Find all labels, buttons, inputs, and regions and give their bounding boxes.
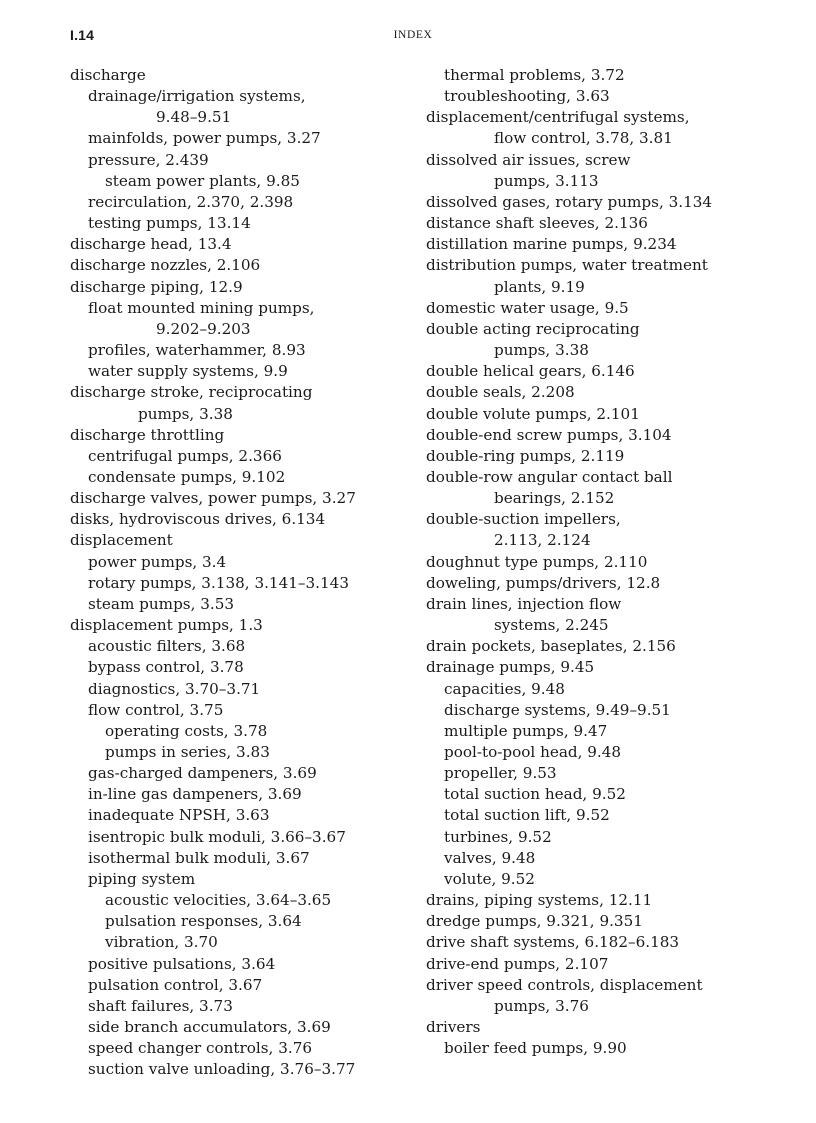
index-entry xyxy=(426,467,786,509)
index-entry-text: discharge head, 13.4 xyxy=(70,235,232,254)
index-subentry xyxy=(70,171,415,192)
index-entry-text: pressure, 2.439 xyxy=(88,150,209,169)
index-subentry xyxy=(70,1038,415,1059)
index-entry-text: centrifugal pumps, 2.366 xyxy=(88,446,282,465)
index-entry-text: valves, 9.48 xyxy=(444,848,536,867)
index-entry-text: acoustic filters, 3.68 xyxy=(88,637,246,656)
index-subentry xyxy=(70,657,415,678)
index-entry xyxy=(426,213,786,234)
index-subentry xyxy=(426,1038,786,1059)
index-entry xyxy=(426,573,786,594)
index-entry xyxy=(426,298,786,319)
index-entry-continuation: 9.48–9.51 xyxy=(156,108,232,127)
index-entry xyxy=(426,404,786,425)
index-entry-text: water supply systems, 9.9 xyxy=(88,362,288,381)
index-entry-text: displacement/centrifugal systems, xyxy=(426,108,690,127)
index-entry-continuation: pumps, 3.76 xyxy=(494,996,589,1015)
index-entry xyxy=(426,552,786,573)
index-entry xyxy=(70,509,415,530)
index-subentry xyxy=(70,594,415,615)
index-column-left xyxy=(70,65,415,1081)
index-subentry xyxy=(70,827,415,848)
index-entry-continuation: pumps, 3.113 xyxy=(494,171,599,190)
index-entry-text: capacities, 9.48 xyxy=(444,679,565,698)
index-subentry xyxy=(70,86,415,128)
index-entry-text: pumps in series, 3.83 xyxy=(105,743,270,761)
index-entry-text: bypass control, 3.78 xyxy=(88,658,244,677)
index-entry xyxy=(70,615,415,636)
index-entry xyxy=(426,954,786,975)
index-subentry xyxy=(70,700,415,721)
index-entry-text: drivers xyxy=(426,1018,481,1037)
index-entry xyxy=(70,277,415,298)
index-subentry xyxy=(426,827,786,848)
index-entry-continuation: pumps, 3.38 xyxy=(494,341,589,360)
index-entry-text: total suction head, 9.52 xyxy=(444,785,626,804)
index-subentry xyxy=(70,636,415,657)
index-entry-text: positive pulsations, 3.64 xyxy=(88,954,276,973)
index-entry-text: discharge throttling xyxy=(70,425,225,444)
index-entry-text: dredge pumps, 9.321, 9.351 xyxy=(426,912,643,931)
index-entry-text: drain pockets, baseplates, 2.156 xyxy=(426,637,676,656)
index-entry-continuation: 2.113, 2.124 xyxy=(494,531,591,550)
index-subentry xyxy=(70,213,415,234)
index-subentry xyxy=(426,65,786,86)
index-subentry xyxy=(70,975,415,996)
index-entry-text: propeller, 9.53 xyxy=(444,764,557,783)
index-entry-text: displacement xyxy=(70,531,173,550)
index-entry-text: doweling, pumps/drivers, 12.8 xyxy=(426,573,661,592)
index-subentry xyxy=(426,86,786,107)
index-entry xyxy=(426,234,786,255)
index-entry-text: in-line gas dampeners, 3.69 xyxy=(88,785,302,804)
index-subentry xyxy=(70,340,415,361)
index-entry xyxy=(426,361,786,382)
index-subentry xyxy=(70,679,415,700)
index-entry-text: troubleshooting, 3.63 xyxy=(444,87,610,106)
index-entry xyxy=(70,382,415,424)
index-entry xyxy=(70,255,415,276)
index-entry xyxy=(426,932,786,953)
index-subentry xyxy=(70,150,415,171)
index-subentry xyxy=(70,1059,415,1080)
index-subentry xyxy=(70,784,415,805)
index-entry-text: double seals, 2.208 xyxy=(426,383,575,402)
index-entry-text: rotary pumps, 3.138, 3.141–3.143 xyxy=(88,573,349,592)
index-entry-text: turbines, 9.52 xyxy=(444,827,552,846)
index-subentry xyxy=(70,805,415,826)
index-entry-text: boiler feed pumps, 9.90 xyxy=(444,1039,627,1058)
index-entry-text: double-ring pumps, 2.119 xyxy=(426,446,625,465)
index-entry-text: drains, piping systems, 12.11 xyxy=(426,891,653,910)
index-entry-text: drainage pumps, 9.45 xyxy=(426,658,595,677)
index-subentry xyxy=(70,128,415,149)
index-subentry xyxy=(70,996,415,1017)
index-entry-text: isothermal bulk moduli, 3.67 xyxy=(88,848,310,867)
index-entry-text: thermal problems, 3.72 xyxy=(444,66,625,84)
index-subentry xyxy=(426,805,786,826)
index-entry-text: speed changer controls, 3.76 xyxy=(88,1039,313,1058)
index-entry xyxy=(70,530,415,551)
index-entry-text: gas-charged dampeners, 3.69 xyxy=(88,764,317,783)
index-entry-text: drive shaft systems, 6.182–6.183 xyxy=(426,933,680,952)
index-entry xyxy=(426,382,786,403)
index-subentry xyxy=(70,192,415,213)
index-entry-text: disks, hydroviscous drives, 6.134 xyxy=(70,510,326,529)
index-subentry xyxy=(70,763,415,784)
index-subentry xyxy=(70,298,415,340)
index-entry-text: volute, 9.52 xyxy=(444,869,535,888)
index-subentry xyxy=(70,869,415,890)
index-entry-text: mainfolds, power pumps, 3.27 xyxy=(88,129,321,148)
index-entry-text: distribution pumps, water treatment xyxy=(426,256,708,275)
index-entry-text: float mounted mining pumps, xyxy=(88,298,315,317)
index-entry-text: testing pumps, 13.14 xyxy=(88,214,251,233)
index-subentry xyxy=(70,1017,415,1038)
index-entry-text: double-suction impellers, xyxy=(426,510,621,529)
index-entry-text: drainage/irrigation systems, xyxy=(88,87,306,106)
index-entry-text: power pumps, 3.4 xyxy=(88,552,227,571)
index-subentry xyxy=(70,552,415,573)
index-entry-text: piping system xyxy=(88,869,196,888)
index-entry-text: distance shaft sleeves, 2.136 xyxy=(426,214,648,233)
index-entry-text: displacement pumps, 1.3 xyxy=(70,616,263,635)
index-entry xyxy=(70,425,415,446)
index-entry-text: discharge nozzles, 2.106 xyxy=(70,256,261,275)
index-subentry xyxy=(70,467,415,488)
index-subentry xyxy=(70,361,415,382)
index-entry-text: steam pumps, 3.53 xyxy=(88,594,235,613)
index-entry xyxy=(426,255,786,297)
index-subentry xyxy=(70,721,415,742)
index-entry-text: discharge valves, power pumps, 3.27 xyxy=(70,489,356,508)
index-entry-text: domestic water usage, 9.5 xyxy=(426,298,629,317)
index-entry xyxy=(426,1017,786,1038)
index-entry-text: discharge stroke, reciprocating xyxy=(70,383,313,402)
index-entry-text: drain lines, injection flow xyxy=(426,594,622,613)
index-entry-text: driver speed controls, displacement xyxy=(426,975,703,994)
index-entry-text: profiles, waterhammer, 8.93 xyxy=(88,341,306,360)
index-entry-text: acoustic velocities, 3.64–3.65 xyxy=(105,891,332,910)
index-entry-text: pulsation responses, 3.64 xyxy=(105,912,302,931)
index-entry-text: pool-to-pool head, 9.48 xyxy=(444,743,622,761)
index-entry-text: inadequate NPSH, 3.63 xyxy=(88,806,270,825)
index-entry-text: dissolved air issues, screw xyxy=(426,150,631,169)
index-subentry xyxy=(70,848,415,869)
index-entry xyxy=(70,65,415,86)
index-entry-text: vibration, 3.70 xyxy=(105,933,218,952)
running-head: INDEX xyxy=(393,29,433,41)
index-entry-text: pulsation control, 3.67 xyxy=(88,975,263,994)
index-entry-text: condensate pumps, 9.102 xyxy=(88,467,286,486)
index-entry xyxy=(426,890,786,911)
index-subentry xyxy=(426,679,786,700)
index-entry-text: total suction lift, 9.52 xyxy=(444,806,610,825)
index-subentry xyxy=(426,742,786,763)
index-entry-text: drive-end pumps, 2.107 xyxy=(426,954,609,973)
index-entry xyxy=(426,446,786,467)
index-entry-text: dissolved gases, rotary pumps, 3.134 xyxy=(426,192,713,211)
index-subentry xyxy=(426,784,786,805)
index-entry-text: distillation marine pumps, 9.234 xyxy=(426,235,677,254)
index-entry-text: flow control, 3.75 xyxy=(88,700,224,719)
index-entry xyxy=(426,636,786,657)
index-subentry xyxy=(70,573,415,594)
index-entry xyxy=(426,107,786,149)
index-entry-text: side branch accumulators, 3.69 xyxy=(88,1018,331,1037)
index-subentry xyxy=(426,700,786,721)
index-entry-text: shaft failures, 3.73 xyxy=(88,996,233,1015)
index-entry-text: suction valve unloading, 3.76–3.77 xyxy=(88,1060,356,1079)
index-entry-text: discharge piping, 12.9 xyxy=(70,277,243,296)
index-entry-continuation: plants, 9.19 xyxy=(494,277,585,296)
index-entry-continuation: systems, 2.245 xyxy=(494,616,609,635)
index-entry-text: recirculation, 2.370, 2.398 xyxy=(88,192,294,211)
index-entry-continuation: bearings, 2.152 xyxy=(494,489,615,508)
index-entry-text: double helical gears, 6.146 xyxy=(426,362,635,381)
index-subentry xyxy=(426,721,786,742)
index-subentry xyxy=(70,742,415,763)
index-entry-text: discharge xyxy=(70,66,146,84)
index-subentry xyxy=(70,446,415,467)
index-subentry xyxy=(426,869,786,890)
index-entry-text: double-row angular contact ball xyxy=(426,467,673,486)
index-subentry xyxy=(426,848,786,869)
index-entry xyxy=(70,234,415,255)
index-entry-text: double volute pumps, 2.101 xyxy=(426,404,640,423)
index-entry xyxy=(426,509,786,551)
index-entry-text: diagnostics, 3.70–3.71 xyxy=(88,679,261,698)
index-entry-text: steam power plants, 9.85 xyxy=(105,171,300,190)
index-entry-text: isentropic bulk moduli, 3.66–3.67 xyxy=(88,827,346,846)
index-subentry xyxy=(70,932,415,953)
index-entry xyxy=(426,319,786,361)
index-entry-continuation: flow control, 3.78, 3.81 xyxy=(494,129,673,148)
index-subentry xyxy=(70,890,415,911)
index-column-right xyxy=(426,65,786,1059)
index-entry xyxy=(426,150,786,192)
index-entry xyxy=(426,911,786,932)
index-entry-continuation: pumps, 3.38 xyxy=(138,404,233,423)
index-entry-text: discharge systems, 9.49–9.51 xyxy=(444,700,671,719)
index-entry xyxy=(426,425,786,446)
index-entry xyxy=(70,488,415,509)
index-entry xyxy=(426,657,786,678)
index-entry xyxy=(426,975,786,1017)
index-subentry xyxy=(70,911,415,932)
index-entry-continuation: 9.202–9.203 xyxy=(156,319,251,338)
index-entry-text: multiple pumps, 9.47 xyxy=(444,721,608,740)
index-subentry xyxy=(70,954,415,975)
page-number: I.14 xyxy=(70,27,95,43)
index-entry xyxy=(426,192,786,213)
index-subentry xyxy=(426,763,786,784)
index-entry-text: doughnut type pumps, 2.110 xyxy=(426,552,648,571)
index-entry-text: double acting reciprocating xyxy=(426,319,640,338)
index-entry-text: operating costs, 3.78 xyxy=(105,721,268,740)
index-entry xyxy=(426,594,786,636)
index-entry-text: double-end screw pumps, 3.104 xyxy=(426,425,672,444)
